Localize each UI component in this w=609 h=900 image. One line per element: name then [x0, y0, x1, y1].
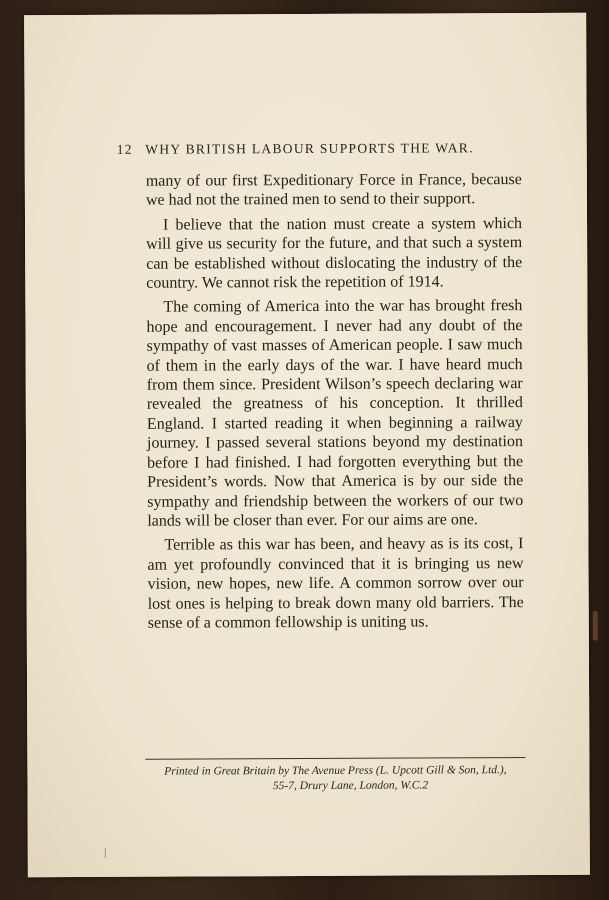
- printer-imprint: [145, 763, 525, 795]
- book-page: [24, 13, 590, 877]
- paragraph: The coming of America into the war has brought fresh hope and encouragement. I never had any doubt of the sympathy of vast masses of American people. I saw much of them in the early days of the war. I have heard much from them since. President Wilson’s speech declaring war revealed the greatness of his conception. It thrilled England. I started reading it when beginning a railway journey. I passed several stations beyond my destination before I had finished. I had forgotten everything but the President’s words. Now that America is by our side the sympathy and friendship between the workers of our two lands will be closer than ever. For our aims are one.: [146, 297, 524, 530]
- running-title: WHY BRITISH LABOUR SUPPORTS THE WAR.: [145, 140, 474, 157]
- paragraph: Terrible as this war has been, and heavy as is its cost, I am yet profoundly convinced that it is bringing us new vision, new hopes, new life. A common sorrow over our lost ones is helping to break down many old barriers. The sense of a common fellowship is uniting us.: [147, 535, 524, 632]
- page-number: 12: [116, 141, 133, 157]
- paragraph: I believe that the nation must create a system which will give us security for the future, and that such a system can be established without dislocating the industry of the country. We cannot risk the repetition of 1914.: [146, 214, 523, 292]
- imprint-line-2: 55-7, Drury Lane, London, W.C.2: [272, 779, 429, 793]
- paper-mark: [105, 848, 106, 858]
- body-text: [146, 170, 524, 638]
- imprint-line-1: Printed in Great Britain by The Avenue Press (L. Upcott Gill & Son, Ltd.),: [164, 764, 507, 778]
- running-header: [117, 140, 537, 158]
- imprint-rule: [145, 757, 525, 760]
- paper-stain: [593, 611, 598, 641]
- paragraph: many of our first Expeditionary Force in France, because we had not the trained men to send to their support.: [145, 171, 522, 210]
